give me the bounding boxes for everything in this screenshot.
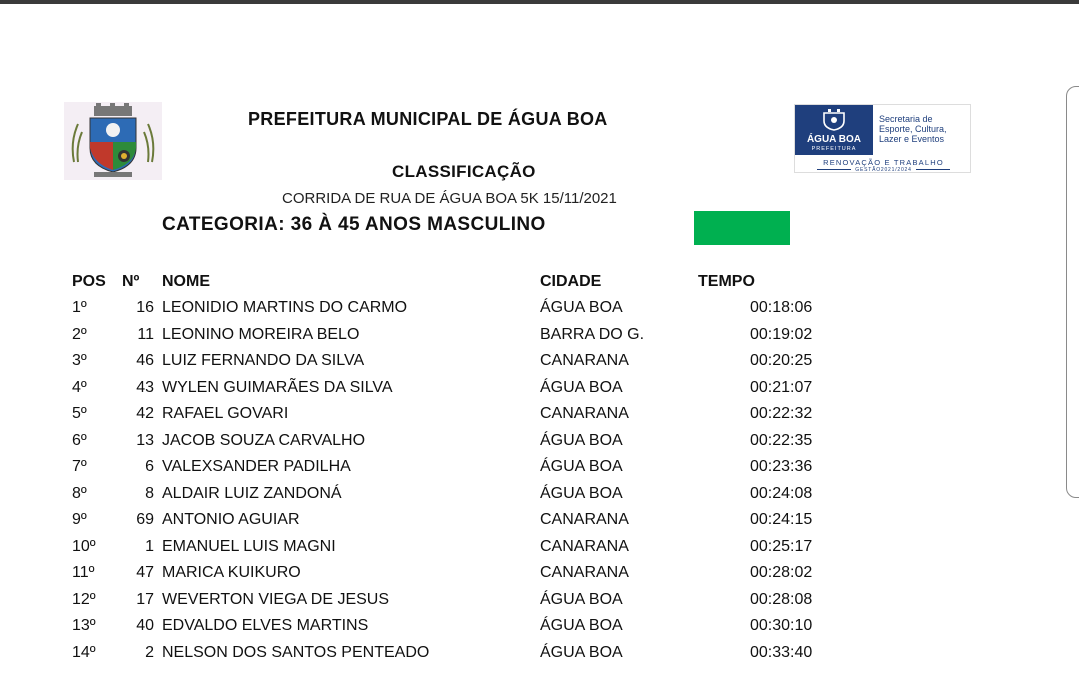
cell-pos: 12º (72, 590, 96, 608)
cell-pos: 5º (72, 405, 87, 422)
cell-num: 16 (136, 299, 154, 316)
table-row (0, 564, 1079, 590)
secretaria-logo (794, 104, 971, 173)
col-header-pos: POS (72, 273, 106, 290)
table-row (0, 458, 1079, 484)
col-header-city: CIDADE (540, 273, 602, 290)
cell-num: 17 (136, 590, 154, 608)
cell-time: 00:22:32 (750, 405, 813, 422)
cell-time: 00:28:08 (750, 590, 813, 608)
cell-num: 47 (136, 564, 154, 581)
cell-name: NELSON DOS SANTOS PENTEADO (162, 643, 430, 661)
table-row (0, 644, 1079, 670)
table-row (0, 591, 1079, 617)
cell-pos: 2º (72, 325, 87, 343)
city-emblem-icon (822, 109, 846, 131)
secretaria-name (879, 114, 947, 144)
cell-city: ÁGUA BOA (540, 484, 623, 502)
cell-num: 69 (136, 511, 154, 528)
table-row (0, 405, 1079, 431)
table-row (0, 617, 1079, 643)
municipal-crest-icon (64, 102, 162, 180)
cell-time: 00:24:08 (750, 484, 813, 502)
secretaria-line: Lazer e Eventos (879, 134, 945, 144)
col-header-name: NOME (162, 273, 210, 290)
cell-num: 42 (136, 405, 154, 422)
cell-num: 13 (136, 431, 154, 449)
table-row (0, 511, 1079, 537)
page-subtitle: CLASSIFICAÇÃO (392, 162, 536, 181)
cell-name: VALEXSANDER PADILHA (162, 458, 351, 475)
cell-num: 11 (137, 325, 154, 343)
cell-time: 00:20:25 (750, 352, 813, 369)
cell-city: CANARANA (540, 564, 629, 581)
top-border (0, 0, 1079, 4)
cell-num: 43 (136, 378, 154, 396)
cell-name: WYLEN GUIMARÃES DA SILVA (162, 378, 393, 396)
table-row (0, 485, 1079, 511)
cell-pos: 8º (72, 484, 87, 502)
col-header-num: Nº (122, 273, 140, 290)
cell-pos: 11º (72, 564, 95, 581)
cell-city: CANARANA (540, 405, 629, 422)
cell-pos: 7º (72, 458, 87, 475)
cell-name: WEVERTON VIEGA DE JESUS (162, 590, 390, 608)
cell-pos: 10º (72, 537, 96, 555)
table-row (0, 432, 1079, 458)
table-row (0, 379, 1079, 405)
cell-name: LUIZ FERNANDO DA SILVA (162, 352, 365, 369)
cell-pos: 1º (72, 299, 87, 316)
cell-time: 00:33:40 (750, 643, 813, 661)
cell-time: 00:18:06 (750, 299, 813, 316)
cell-name: RAFAEL GOVARI (162, 405, 289, 422)
cell-city: ÁGUA BOA (540, 643, 623, 661)
cell-pos: 4º (72, 378, 87, 396)
table-header (0, 273, 1079, 299)
cell-name: LEONINO MOREIRA BELO (162, 325, 360, 343)
cell-name: LEONIDIO MARTINS DO CARMO (162, 299, 408, 316)
secretaria-brand: ÁGUA BOA (806, 134, 862, 145)
table-row (0, 352, 1079, 378)
cell-pos: 9º (72, 511, 87, 528)
secretaria-line: Secretaria de (879, 114, 933, 124)
cell-name: JACOB SOUZA CARVALHO (162, 431, 366, 449)
cell-city: ÁGUA BOA (540, 458, 623, 475)
cell-time: 00:28:02 (750, 564, 813, 581)
cell-num: 6 (145, 458, 154, 475)
cell-city: BARRA DO G. (540, 325, 645, 343)
cell-city: ÁGUA BOA (540, 378, 623, 396)
table-row (0, 326, 1079, 352)
secretaria-line: Esporte, Cultura, (879, 124, 947, 134)
cell-city: ÁGUA BOA (540, 431, 623, 449)
cell-num: 1 (145, 537, 154, 555)
race-name: CORRIDA DE RUA DE ÁGUA BOA 5K 15/11/2021 (282, 190, 617, 207)
cell-time: 00:19:02 (750, 325, 813, 343)
cell-city: ÁGUA BOA (540, 617, 623, 634)
cell-num: 8 (145, 484, 154, 502)
cell-pos: 13º (72, 617, 96, 634)
category-color-marker (694, 211, 790, 245)
cell-name: ALDAIR LUIZ ZANDONÁ (162, 484, 342, 502)
cell-city: CANARANA (540, 537, 629, 555)
secretaria-logo-badge (795, 105, 873, 155)
cell-num: 2 (145, 643, 154, 661)
cell-pos: 14º (72, 643, 96, 661)
cell-num: 46 (136, 352, 154, 369)
cell-num: 40 (136, 617, 154, 634)
cell-time: 00:30:10 (750, 617, 813, 634)
secretaria-term: GESTÃO2021/2024 (795, 167, 972, 173)
cell-city: ÁGUA BOA (540, 299, 623, 316)
cell-time: 00:21:07 (750, 378, 813, 396)
cell-time: 00:22:35 (750, 431, 813, 449)
category-label: CATEGORIA: 36 À 45 ANOS MASCULINO (162, 214, 546, 235)
page-title: PREFEITURA MUNICIPAL DE ÁGUA BOA (248, 109, 608, 129)
col-header-time: TEMPO (698, 273, 755, 290)
cell-time: 00:25:17 (750, 537, 813, 555)
cell-name: ANTONIO AGUIAR (162, 511, 300, 528)
cell-time: 00:24:15 (750, 511, 813, 528)
cell-pos: 3º (72, 352, 87, 369)
cell-name: MARICA KUIKURO (162, 564, 301, 581)
table-row (0, 538, 1079, 564)
secretaria-brand-sub: PREFEITURA (811, 146, 857, 152)
cell-city: CANARANA (540, 511, 629, 528)
cell-time: 00:23:36 (750, 458, 813, 475)
cell-city: ÁGUA BOA (540, 590, 623, 608)
secretaria-slogan: RENOVAÇÃO E TRABALHO (823, 158, 944, 167)
table-row (0, 299, 1079, 325)
cell-city: CANARANA (540, 352, 629, 369)
cell-name: EDVALDO ELVES MARTINS (162, 617, 369, 634)
cell-name: EMANUEL LUIS MAGNI (162, 537, 336, 555)
cell-pos: 6º (72, 431, 87, 449)
